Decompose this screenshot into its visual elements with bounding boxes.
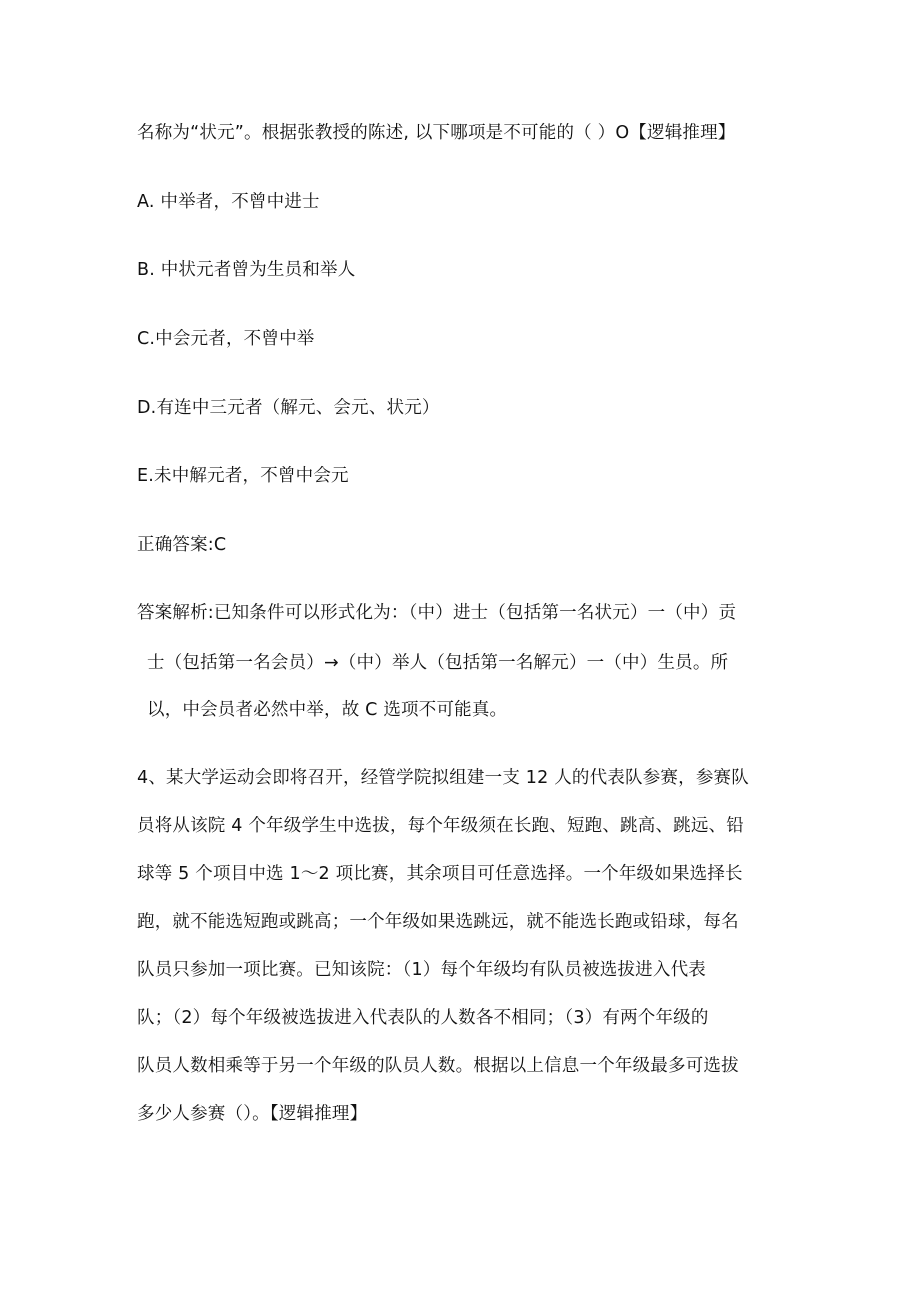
question4-line-8: 多少人参赛（）。【逻辑推理】 xyxy=(137,1104,368,1124)
option-d: D.有连中三元者（解元、会元、状元） xyxy=(137,398,440,418)
question4-line-2: 员将从该院 4 个年级学生中选拔，每个年级须在长跑、短跑、跳高、跳远、铅 xyxy=(137,816,744,836)
question4-line-3: 球等 5 个项目中选 1～2 项比赛，其余项目可任意选择。一个年级如果选择长 xyxy=(137,864,743,884)
option-b: B. 中状元者曾为生员和举人 xyxy=(137,260,356,280)
option-e: E.未中解元者，不曾中会元 xyxy=(137,466,349,486)
question4-line-1: 4、某大学运动会即将召开，经管学院拟组建一支 12 人的代表队参赛，参赛队 xyxy=(137,768,749,788)
question4-line-5: 队员只参加一项比赛。已知该院：（1）每个年级均有队员被选拔进入代表 xyxy=(137,960,706,980)
question4-line-4: 跑，就不能选短跑或跳高；一个年级如果选跳远，就不能选长跑或铅球，每名 xyxy=(137,912,739,932)
question4-line-6: 队；（2）每个年级被选拔进入代表队的人数各不相同；（3）有两个年级的 xyxy=(137,1008,709,1028)
answer-analysis-line-3: 以，中会员者必然中举，故 C 选项不可能真。 xyxy=(147,700,508,720)
option-c: C.中会元者，不曾中举 xyxy=(137,329,315,349)
answer-analysis-line-1: 答案解析:已知条件可以形式化为：（中）进士（包括第一名状元）一（中）贡 xyxy=(137,603,737,623)
correct-answer: 正确答案:C xyxy=(137,535,227,555)
question4-line-7: 队员人数相乘等于另一个年级的队员人数。根据以上信息一个年级最多可选拔 xyxy=(137,1056,739,1076)
option-a: A. 中举者，不曾中进士 xyxy=(137,192,320,212)
question-stem-tail: 名称为“状元”。根据张教授的陈述, 以下哪项是不可能的（ ）O【逻辑推理】 xyxy=(137,123,736,143)
answer-analysis-line-2: 士（包括第一名会员）→（中）举人（包括第一名解元）一（中）生员。所 xyxy=(147,653,729,673)
